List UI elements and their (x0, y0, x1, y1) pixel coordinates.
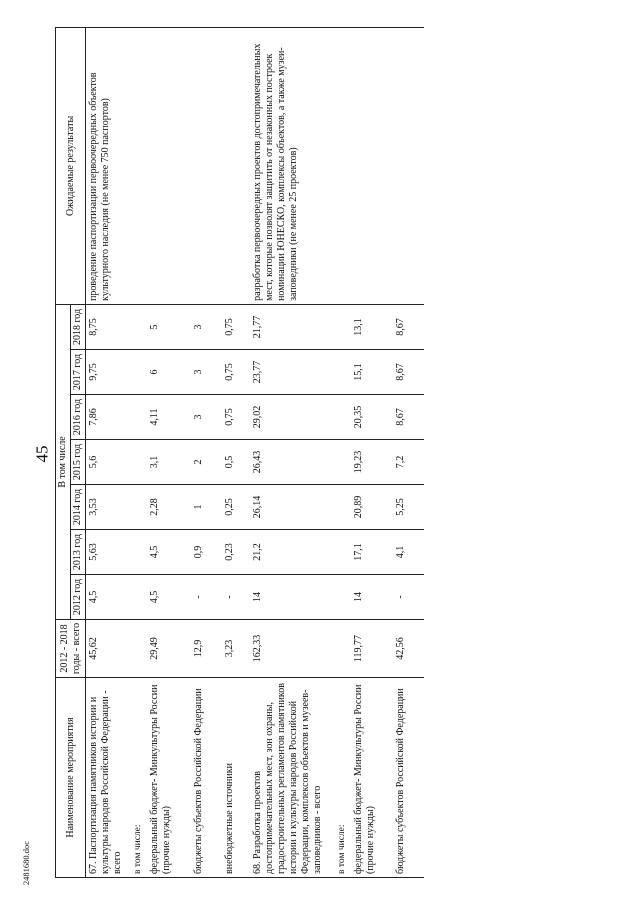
row-value: 8,67 (393, 304, 424, 349)
row-name: 68. Разработка проектов достопримечательных мест, зон охраны, градостроительных регламентов памятников истории и культуры народов Российской Федерации, комплексов объектов и музеев-заповедников - всего (250, 678, 334, 878)
row-value: 17,1 (351, 530, 393, 575)
row-total: 162,33 (250, 620, 334, 678)
row-total: 3,23 (222, 620, 250, 678)
header-incl: В том числе (56, 304, 71, 619)
row-name: в том числе: (334, 678, 351, 878)
row-value: 3 (191, 395, 222, 440)
row-value: 15,1 (351, 350, 393, 395)
row-total: 29,49 (147, 620, 191, 678)
table-row (250, 27, 334, 877)
row-value: 26,14 (250, 485, 334, 530)
header-year: 2016 год (71, 395, 86, 440)
row-value: 3 (191, 304, 222, 349)
row-name: в том числе: (130, 678, 147, 878)
row-name: бюджеты субъектов Российской Федерации (393, 678, 424, 878)
row-value: 4,5 (86, 575, 131, 620)
row-value: - (222, 575, 250, 620)
row-name: федеральный бюджет- Минкультуры России (прочие нужды) (147, 678, 191, 878)
row-total: 45,62 (86, 620, 131, 678)
row-value: 9,75 (86, 350, 131, 395)
page-number: 45 (32, 445, 52, 463)
row-value: 7,86 (86, 395, 131, 440)
row-value: 5,6 (86, 440, 131, 485)
row-value: 19,23 (351, 440, 393, 485)
row-value: 23,77 (250, 350, 334, 395)
header-year: 2015 год (71, 440, 86, 485)
header-results: Ожидаемые результаты (56, 27, 86, 304)
row-value: 0,75 (222, 304, 250, 349)
row-value: 8,67 (393, 350, 424, 395)
row-value: 6 (147, 350, 191, 395)
header-year: 2017 год (71, 350, 86, 395)
row-value: 29,02 (250, 395, 334, 440)
row-value: 20,89 (351, 485, 393, 530)
row-value: 4,11 (147, 395, 191, 440)
row-value: 0,23 (222, 530, 250, 575)
row-value: 8,75 (86, 304, 131, 349)
row-value: - (393, 575, 424, 620)
row-total: 119,77 (351, 620, 393, 678)
row-value: 21,2 (250, 530, 334, 575)
row-name: внебюджетные источники (222, 678, 250, 878)
row-result: разработка первоочередных проектов достопримечательных мест, которые позволят защитить от незаконных построек номинации ЮНЕСКО, комплексы объектов, а также музеи-заповедники (не менее 25 проектов) (250, 27, 424, 304)
header-year: 2018 год (71, 304, 86, 349)
document-code: 2481680.doc (21, 840, 32, 886)
row-value: 4,1 (393, 530, 424, 575)
row-total: 12,9 (191, 620, 222, 678)
row-value: 4,5 (147, 530, 191, 575)
row-value: 0,9 (191, 530, 222, 575)
row-value: - (191, 575, 222, 620)
row-value: 0,5 (222, 440, 250, 485)
row-name: бюджеты субъектов Российской Федерации (191, 678, 222, 878)
row-value: 5,63 (86, 530, 131, 575)
row-value: 21,77 (250, 304, 334, 349)
row-total: 42,56 (393, 620, 424, 678)
row-value: 5 (147, 304, 191, 349)
row-value: 4,5 (147, 575, 191, 620)
header-year: 2013 год (71, 530, 86, 575)
row-value: 2 (191, 440, 222, 485)
row-name: федеральный бюджет- Минкультуры России (прочие нужды) (351, 678, 393, 878)
row-value: 2,28 (147, 485, 191, 530)
row-value: 5,25 (393, 485, 424, 530)
row-value: 14 (351, 575, 393, 620)
row-value: 1 (191, 485, 222, 530)
row-value: 0,75 (222, 395, 250, 440)
row-value: 20,35 (351, 395, 393, 440)
row-value: 14 (250, 575, 334, 620)
row-value: 0,25 (222, 485, 250, 530)
row-value: 3,1 (147, 440, 191, 485)
row-value: 3 (191, 350, 222, 395)
rotated-sheet (55, 28, 595, 878)
header-year: 2012 год (71, 575, 86, 620)
header-year: 2014 год (71, 485, 86, 530)
header-total: 2012 - 2018 годы - всего (56, 620, 86, 678)
row-value: 8,67 (393, 395, 424, 440)
row-result: проведение паспортизации первоочередных объектов культурного наследия (не менее 750 паспортов) (86, 27, 251, 304)
header-name: Наименование мероприятия (56, 678, 86, 878)
row-value: 3,53 (86, 485, 131, 530)
table-row (86, 27, 131, 877)
row-value: 0,75 (222, 350, 250, 395)
row-name: 67. Паспортизация памятников истории и культуры народов Российской Федерации - всего (86, 678, 131, 878)
row-value: 26,43 (250, 440, 334, 485)
row-value: 13,1 (351, 304, 393, 349)
program-table (55, 27, 424, 878)
row-value: 7,2 (393, 440, 424, 485)
